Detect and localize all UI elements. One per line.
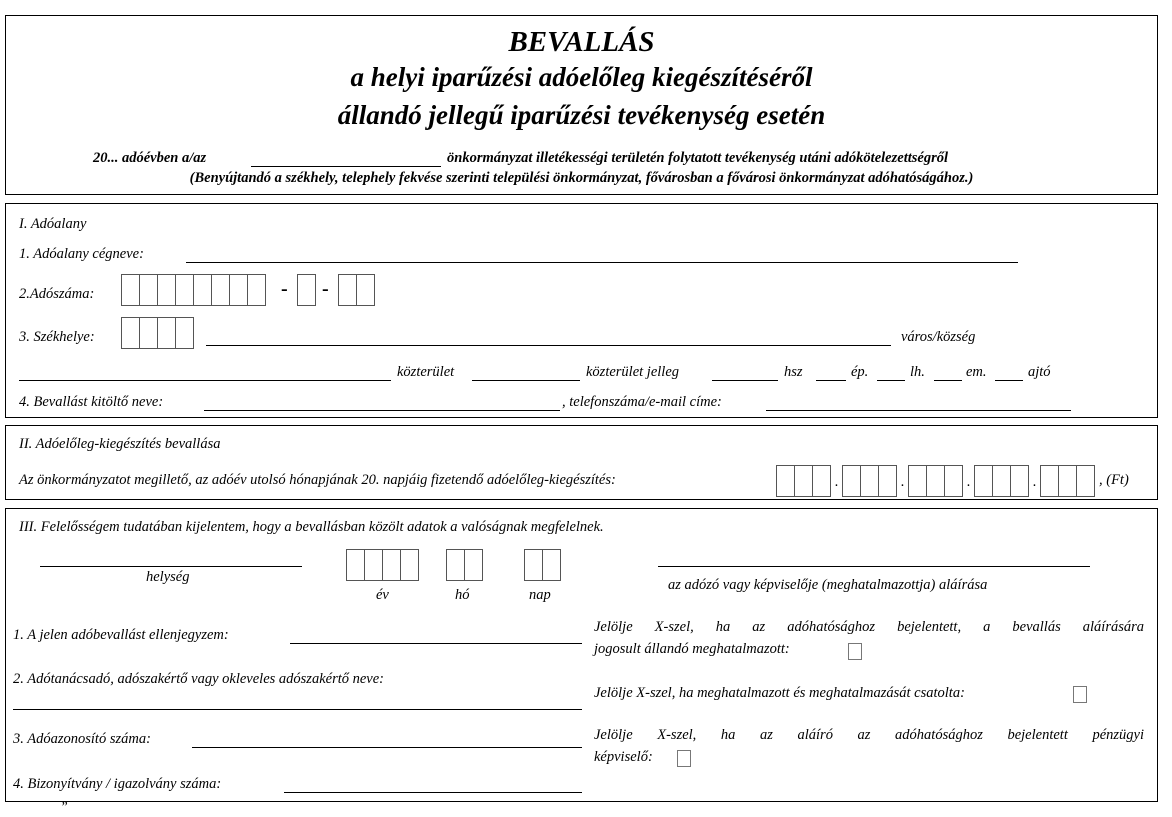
month-cells[interactable] xyxy=(446,549,482,581)
amount-dot: . xyxy=(835,474,839,490)
digit-cell[interactable] xyxy=(193,274,212,306)
digit-cell[interactable] xyxy=(139,317,158,349)
digit-cell[interactable] xyxy=(211,274,230,306)
certificate-label: 4. Bizonyítvány / igazolvány száma: xyxy=(13,776,222,792)
year-cells[interactable] xyxy=(346,549,418,581)
digit-cell[interactable] xyxy=(356,274,375,306)
digit-cell[interactable] xyxy=(175,317,194,349)
company-name-label: 1. Adóalany cégneve: xyxy=(19,246,144,262)
year-label: év xyxy=(376,587,389,603)
tax-id-field[interactable] xyxy=(192,747,582,748)
dash-1: - xyxy=(281,278,288,300)
street-field[interactable] xyxy=(19,380,391,381)
seat-label: 3. Székhelye: xyxy=(19,329,95,345)
staircase-label: lh. xyxy=(910,364,925,380)
countersign-label: 1. A jelen adóbevallást ellenjegyzem: xyxy=(13,627,229,643)
digit-cell[interactable] xyxy=(346,549,365,581)
amount-group-4[interactable] xyxy=(974,465,1028,497)
digit-cell[interactable] xyxy=(542,549,561,581)
contact-label: , telefonszáma/e-mail címe: xyxy=(562,394,722,410)
digit-cell[interactable] xyxy=(878,465,897,497)
digit-cell[interactable] xyxy=(974,465,993,497)
digit-cell[interactable] xyxy=(812,465,831,497)
tax-number-core[interactable] xyxy=(121,274,265,306)
section-taxpayer xyxy=(5,203,1158,418)
permanent-proxy-checkbox[interactable] xyxy=(848,643,862,660)
tax-year-label: 20... adóévben a/az xyxy=(93,150,207,166)
digit-cell[interactable] xyxy=(1058,465,1077,497)
section-advance-supplement xyxy=(5,425,1158,500)
digit-cell[interactable] xyxy=(175,274,194,306)
amount-label: Az önkormányzatot megillető, az adóév utolsó hónapjának 20. napjáig fizetendő adóelőleg-kiegészítés: xyxy=(19,472,616,488)
contact-field[interactable] xyxy=(766,410,1071,411)
amount-group-3[interactable] xyxy=(908,465,962,497)
building-field[interactable] xyxy=(816,380,846,381)
digit-cell[interactable] xyxy=(1040,465,1059,497)
form-subtitle-1: a helyi iparűzési adóelőleg kiegészítéséről xyxy=(350,62,813,92)
digit-cell[interactable] xyxy=(338,274,357,306)
digit-cell[interactable] xyxy=(926,465,945,497)
house-number-field[interactable] xyxy=(712,380,778,381)
digit-cell[interactable] xyxy=(776,465,795,497)
header-box xyxy=(5,15,1158,195)
street-type-field[interactable] xyxy=(472,380,580,381)
submission-note: (Benyújtandó a székhely, telephely fekvése szerinti települési önkormányzat, fővárosban a fővárosi önkormányzat adóhatóságához.) xyxy=(189,170,974,186)
digit-cell[interactable] xyxy=(400,549,419,581)
section-declaration xyxy=(5,508,1158,802)
company-name-field[interactable] xyxy=(186,262,1018,263)
amount-unit: , (Ft) xyxy=(1099,472,1129,488)
staircase-field[interactable] xyxy=(877,380,905,381)
digit-cell[interactable] xyxy=(860,465,879,497)
city-label: város/község xyxy=(901,329,976,345)
amount-group-5[interactable] xyxy=(1040,465,1094,497)
digit-cell[interactable] xyxy=(464,549,483,581)
digit-cell[interactable] xyxy=(157,317,176,349)
house-number-label: hsz xyxy=(784,364,803,380)
signature-field[interactable] xyxy=(658,566,1090,567)
digit-cell[interactable] xyxy=(908,465,927,497)
check3-text-2: képviselő: xyxy=(594,749,653,765)
tax-number-label: 2.Adószáma: xyxy=(19,286,95,302)
form-title: BEVALLÁS xyxy=(508,26,655,58)
municipality-field[interactable] xyxy=(251,166,441,167)
door-field[interactable] xyxy=(995,380,1023,381)
proxy-attached-checkbox[interactable] xyxy=(1073,686,1087,703)
digit-cell[interactable] xyxy=(247,274,266,306)
digit-cell[interactable] xyxy=(944,465,963,497)
street-label: közterület xyxy=(397,364,455,380)
digit-cell[interactable] xyxy=(794,465,813,497)
countersign-field[interactable] xyxy=(290,643,582,644)
tax-id-label: 3. Adóazonosító száma: xyxy=(13,731,151,747)
digit-cell[interactable] xyxy=(297,274,316,306)
section-2-title: II. Adóelőleg-kiegészítés bevallása xyxy=(19,436,221,452)
amount-group-2[interactable] xyxy=(842,465,896,497)
digit-cell[interactable] xyxy=(157,274,176,306)
municipality-text: önkormányzat illetékességi területén folytatott tevékenység utáni adókötelezettségről xyxy=(447,150,949,166)
signature-label: az adózó vagy képviselője (meghatalmazottja) aláírása xyxy=(668,577,988,593)
digit-cell[interactable] xyxy=(121,317,140,349)
postcode-cells[interactable] xyxy=(121,317,193,349)
amount-group-1[interactable] xyxy=(776,465,830,497)
digit-cell[interactable] xyxy=(382,549,401,581)
digit-cell[interactable] xyxy=(121,274,140,306)
building-label: ép. xyxy=(851,364,869,380)
advisor-label: 2. Adótanácsadó, adószakértő vagy okleveles adószakértő neve: xyxy=(13,671,384,687)
tax-number-county[interactable] xyxy=(338,274,374,306)
declaration-statement: III. Felelősségem tudatában kijelentem, hogy a bevallásban közölt adatok a valóságnak megfelelnek. xyxy=(19,519,604,535)
certificate-field[interactable] xyxy=(284,792,582,793)
day-label: nap xyxy=(529,587,551,603)
street-type-label: közterület jelleg xyxy=(586,364,680,380)
financial-rep-checkbox[interactable] xyxy=(677,750,691,767)
amount-dot: . xyxy=(901,474,905,490)
digit-cell[interactable] xyxy=(1076,465,1095,497)
digit-cell[interactable] xyxy=(842,465,861,497)
check2-text: Jelölje X-szel, ha meghatalmazott és meghatalmazását csatolta: xyxy=(594,685,965,701)
filler-name-label: 4. Bevallást kitöltő neve: xyxy=(19,394,164,410)
form-subtitle-2: állandó jellegű iparűzési tevékenység esetén xyxy=(337,100,826,130)
day-cells[interactable] xyxy=(524,549,560,581)
place-field[interactable] xyxy=(40,566,302,567)
door-label: ajtó xyxy=(1028,364,1051,380)
digit-cell[interactable] xyxy=(364,549,383,581)
month-label: hó xyxy=(455,587,470,603)
amount-dot: . xyxy=(1033,474,1037,490)
digit-cell[interactable] xyxy=(992,465,1011,497)
floor-field[interactable] xyxy=(934,380,962,381)
digit-cell[interactable] xyxy=(139,274,158,306)
check1-text-1: Jelölje X-szel, ha az adóhatósághoz bejelentett, a bevallás aláírására xyxy=(594,619,1144,635)
closing-quote-mark: ” xyxy=(60,800,68,815)
place-label: helység xyxy=(146,569,190,585)
filler-name-field[interactable] xyxy=(204,410,560,411)
tax-number-vat[interactable] xyxy=(297,274,315,306)
floor-label: em. xyxy=(966,364,987,380)
check1-text-2: jogosult állandó meghatalmazott: xyxy=(594,641,790,657)
city-field[interactable] xyxy=(206,345,891,346)
advisor-field[interactable] xyxy=(13,709,582,710)
section-1-title: I. Adóalany xyxy=(19,216,87,232)
digit-cell[interactable] xyxy=(524,549,543,581)
dash-2: - xyxy=(322,278,329,300)
digit-cell[interactable] xyxy=(229,274,248,306)
check3-text-1: Jelölje X-szel, ha az aláíró az adóhatósághoz bejelentett pénzügyi xyxy=(594,727,1144,743)
amount-dot: . xyxy=(967,474,971,490)
digit-cell[interactable] xyxy=(446,549,465,581)
digit-cell[interactable] xyxy=(1010,465,1029,497)
